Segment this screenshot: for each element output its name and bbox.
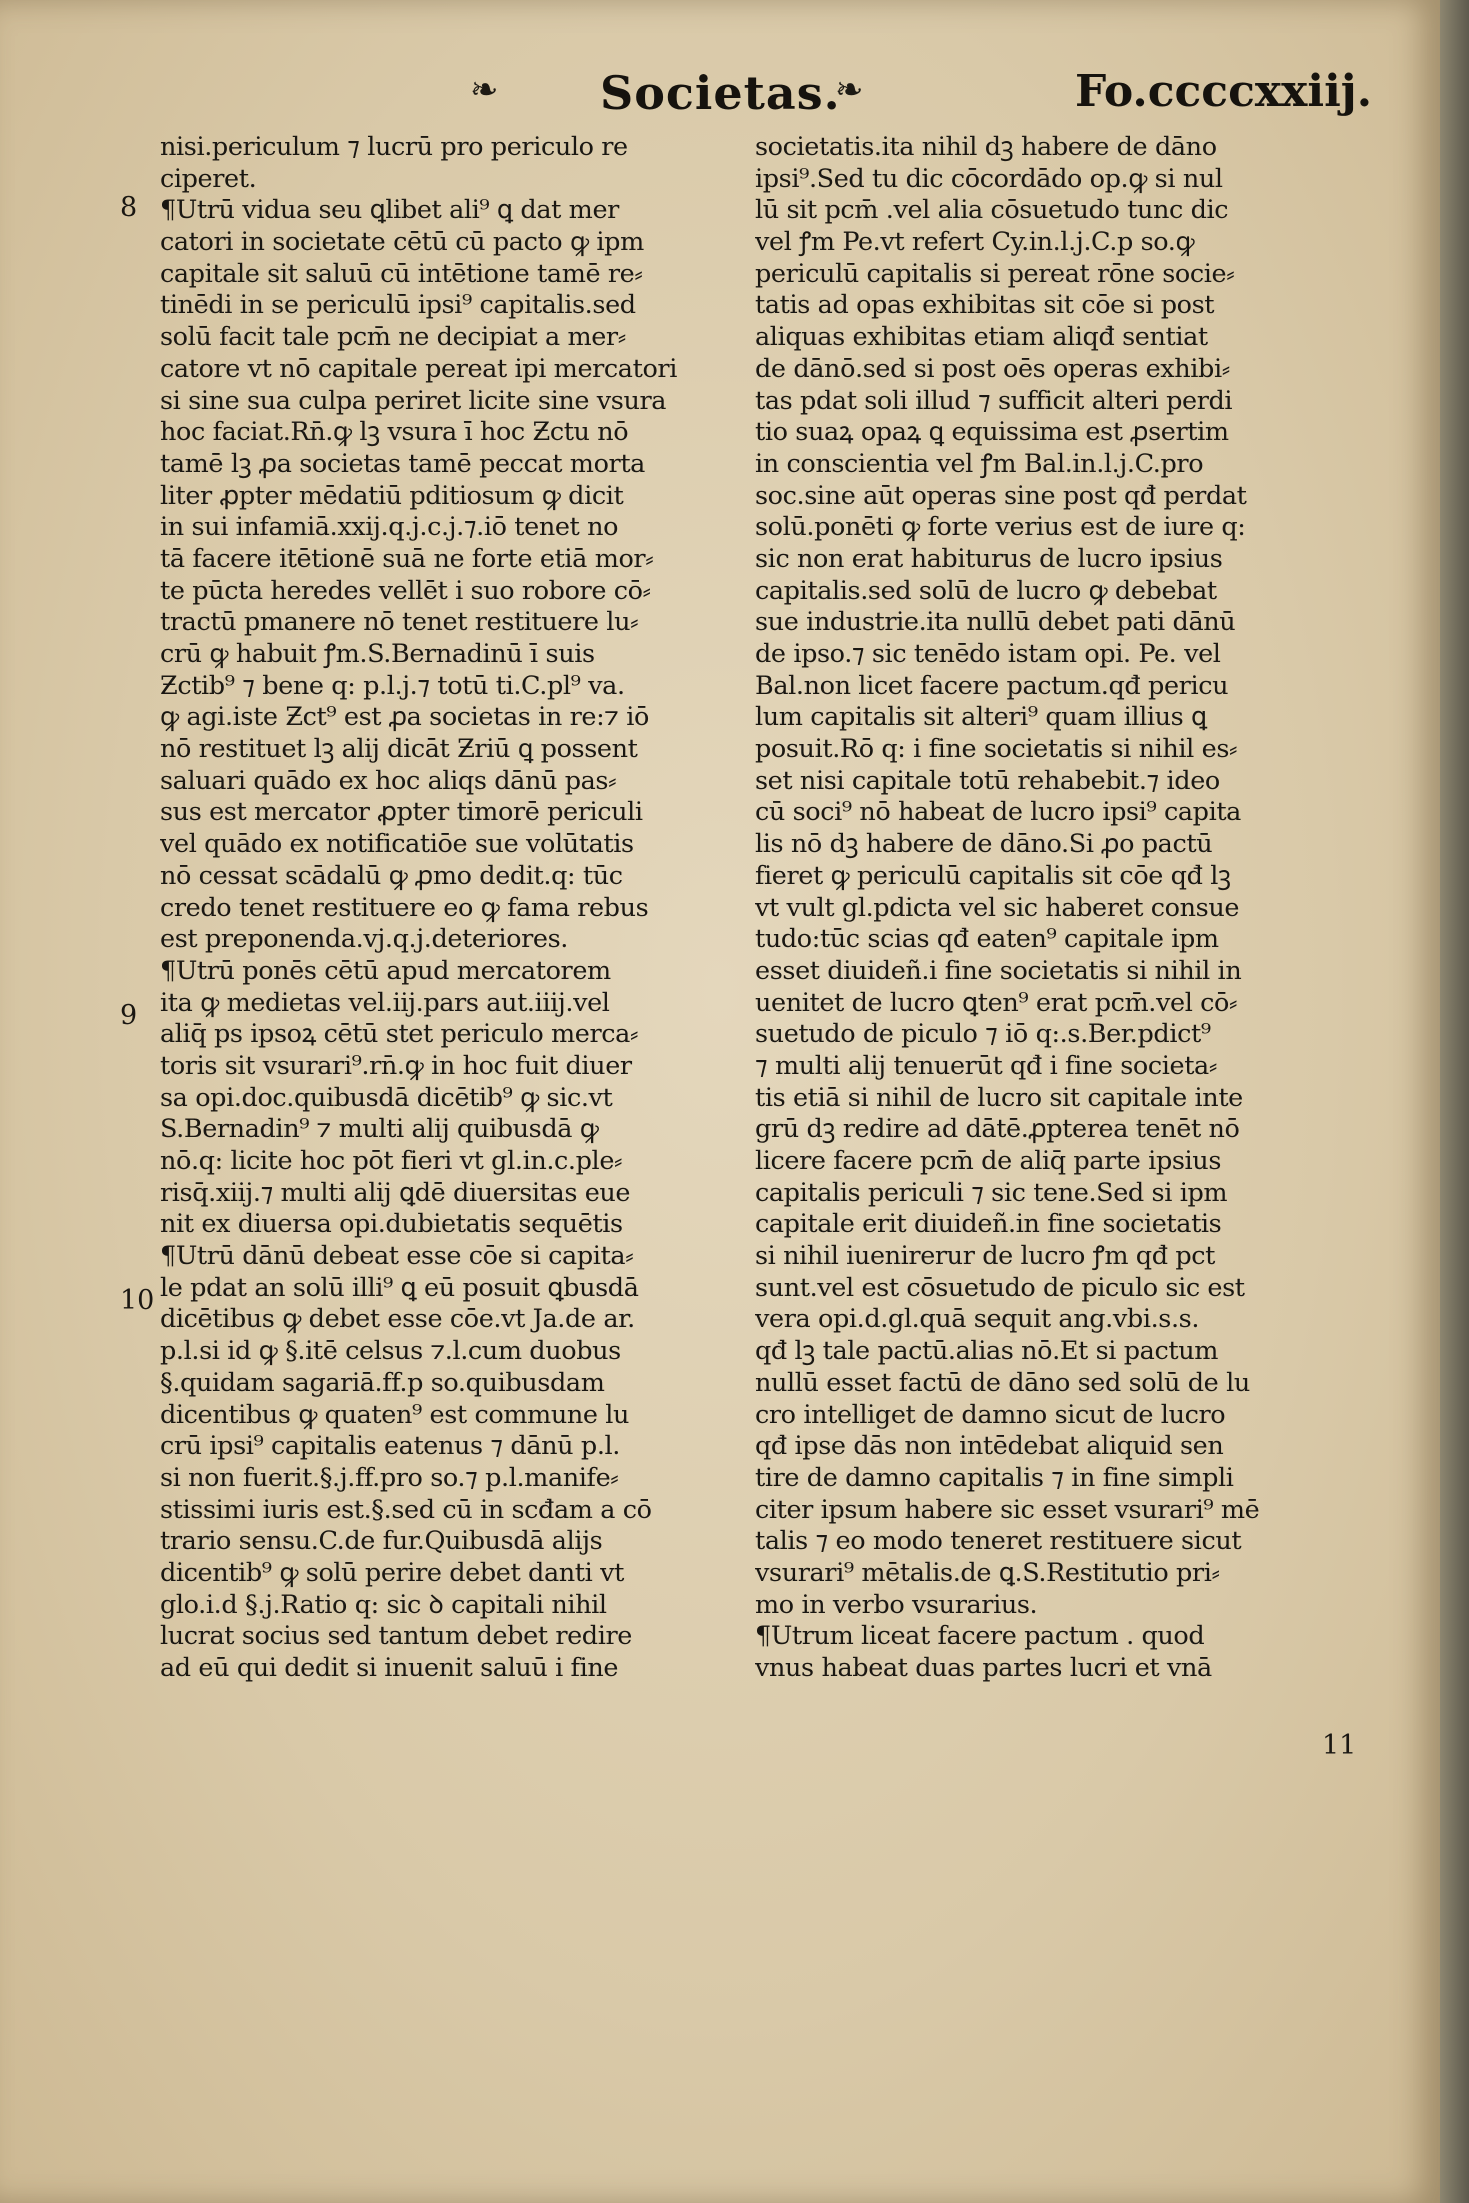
text-line: vnus habeat duas partes lucri et vnā	[755, 1653, 1212, 1683]
text-line: dicentibus ꝙ quaten⁹ est commune lu	[160, 1399, 630, 1430]
text-line: nit ex diuersa opi.dubietatis sequētis	[160, 1209, 623, 1240]
text-line: societatis.ita nihil dꝫ habere de dāno	[755, 132, 1217, 162]
text-line: cū soci⁹ nō habeat de lucro ipsi⁹ capita	[755, 797, 1241, 828]
text-line: sic non erat habiturus de lucro ipsius	[755, 543, 1223, 574]
text-line: posuit.Rō q: i fine societatis si nihil es⸗	[755, 734, 1238, 765]
margin-number: 11	[1322, 1730, 1357, 1761]
text-line: si nihil iuenirerur de lucro ꝭm qđ pct	[755, 1241, 1216, 1272]
text-line: qđ ipse dās non intēdebat aliquid sen	[755, 1431, 1224, 1462]
text-line: hoc faciat.Rn̄.ꝙ lꝫ vsura ī hoc Ƶctu nō	[160, 417, 629, 448]
text-line: ⁊ multi alij tenuerūt qđ i fine societa⸗	[755, 1050, 1217, 1081]
text-line: nisi.periculum ⁊ lucrū pro periculo re	[160, 132, 628, 162]
text-line: catore vt nō capitale pereat ipi mercatori	[160, 353, 677, 384]
fleuron-ornament-icon: ❧	[835, 70, 864, 110]
text-line: dicentib⁹ ꝙ solū perire debet danti vt	[160, 1557, 624, 1588]
text-line: le pdat an solū illi⁹ ꝗ eū posuit ꝗbusdā	[160, 1272, 639, 1303]
text-line: aliquas exhibitas etiam aliqđ sentiat	[755, 322, 1208, 353]
text-line: uenitet de lucro ꝗten⁹ erat pcm̄.vel cō⸗	[755, 987, 1238, 1018]
text-line: capitalis periculi ⁊ sic tene.Sed si ipm	[755, 1177, 1228, 1208]
text-line: catori in societate cētū cū pacto ꝙ ipm	[160, 227, 644, 258]
text-line: ¶Utrū ponēs cētū apud mercatorem	[160, 955, 611, 986]
text-line: sunt.vel est cōsuetudo de piculo sic est	[755, 1272, 1245, 1303]
text-line: lum capitalis sit alteri⁹ quam illius ꝗ	[755, 702, 1207, 733]
text-line: tire de damno capitalis ⁊ in fine simpli	[755, 1462, 1234, 1493]
text-line: aliq̄ ps ipsoꝝ cētū stet periculo merca⸗	[160, 1019, 639, 1050]
text-line: soc.sine aūt operas sine post qđ perdat	[755, 480, 1247, 511]
text-line: qđ lꝫ tale pactū.alias nō.Et si pactum	[755, 1336, 1218, 1367]
text-line: Bal.non licet facere pactum.qđ pericu	[755, 670, 1229, 701]
text-line: ¶Utrū vidua seu ꝗlibet ali⁹ ꝗ dat mer	[160, 195, 619, 226]
text-line: mo in verbo vsurarius.	[755, 1589, 1038, 1620]
text-line: capitale sit saluū cū intētione tamē re⸗	[160, 258, 643, 289]
text-line: vera opi.d.gl.quā sequit ang.vbi.s.s.	[755, 1304, 1200, 1335]
text-line: in conscientia vel ꝭm Bal.in.l.j.C.pro	[755, 448, 1204, 479]
text-line: ad eū qui dedit si inuenit saluū i fine	[160, 1653, 619, 1683]
text-line: sue industrie.ita nullū debet pati dānū	[755, 607, 1236, 638]
text-line: te pūcta heredes vellēt i suo robore cō⸗	[160, 575, 651, 606]
text-line: nō restituet lꝫ alij dicāt Ƶriū ꝗ possent	[160, 734, 638, 765]
text-line: glo.i.d §.j.Ratio q: sic ꝺ capitali nihil	[160, 1589, 607, 1620]
text-line: ita ꝙ medietas vel.iij.pars aut.iiij.vel	[160, 987, 610, 1018]
text-line: tudo:tūc scias qđ eaten⁹ capitale ipm	[755, 924, 1219, 955]
margin-number: 10	[120, 1285, 155, 1316]
text-line: nō.q: licite hoc pōt fieri vt gl.in.c.ple⸗	[160, 1146, 623, 1176]
text-line: vel ꝭm Pe.vt refert Cy.in.l.j.C.p so.ꝙ	[755, 227, 1195, 258]
fleuron-ornament-icon: ❧	[470, 70, 499, 110]
text-line: toris sit vsurari⁹.rn̄.ꝙ in hoc fuit diuer	[160, 1050, 632, 1081]
text-line: fieret ꝙ periculū capitalis sit cōe qđ lꝫ	[755, 860, 1231, 891]
text-line: crū ꝙ habuit ꝭm.S.Bernadinū ī suis	[160, 639, 595, 669]
text-line: vsurari⁹ mētalis.de ꝗ.S.Restitutio pri⸗	[755, 1557, 1220, 1588]
text-line: est preponenda.vj.q.j.deteriores.	[160, 924, 568, 955]
text-line: crū ipsi⁹ capitalis eatenus ⁊ dānū p.l.	[160, 1431, 620, 1462]
text-line: solū facit tale pcm̄ ne decipiat a mer⸗	[160, 322, 626, 353]
text-line: ipsi⁹.Sed tu dic cōcordādo op.ꝙ si nul	[755, 163, 1223, 194]
text-line: lis nō dꝫ habere de dāno.Si ꝓo pactū	[755, 829, 1213, 860]
text-line: trario sensu.C.de fur.Quibusdā alijs	[160, 1526, 603, 1557]
text-line: tis etiā si nihil de lucro sit capitale inte	[755, 1082, 1243, 1113]
text-line: grū dꝫ redire ad dātē.ꝓpterea tenēt nō	[755, 1114, 1240, 1145]
text-line: de dānō.sed si post oēs operas exhibi⸗	[755, 353, 1230, 384]
right-text-column	[755, 132, 1335, 1685]
text-line: tio suaꝝ opaꝝ ꝗ equissima est ꝓsertim	[755, 417, 1229, 448]
text-line: S.Bernadin⁹ ⁊ multi alij quibusdā ꝙ	[160, 1114, 599, 1145]
text-line: periculū capitalis si pereat rōne socie⸗	[755, 258, 1235, 289]
text-line: ¶Utrū dānū debeat esse cōe si capita⸗	[160, 1241, 634, 1272]
text-line: tatis ad opas exhibitas sit cōe si post	[755, 290, 1215, 321]
text-line: esset diuideñ.i fine societatis si nihil in	[755, 955, 1242, 986]
text-line: lucrat socius sed tantum debet redire	[160, 1621, 632, 1652]
text-line: suetudo de piculo ⁊ iō q:.s.Ber.pdict⁹	[755, 1019, 1211, 1050]
text-line: vt vult gl.pdicta vel sic haberet consue	[755, 892, 1240, 923]
text-line: vel quādo ex notificatiōe sue volūtatis	[160, 829, 634, 860]
text-line: Ƶctib⁹ ⁊ bene q: p.l.j.⁊ totū ti.C.pl⁹ va.	[160, 670, 625, 701]
text-line: ¶Utrum liceat facere pactum . quod	[755, 1621, 1205, 1652]
text-line: tā facere itētionē suā ne forte etiā mor⸗	[160, 543, 654, 574]
text-line: citer ipsum habere sic esset vsurari⁹ mē	[755, 1494, 1260, 1525]
running-title: Societas.	[600, 66, 841, 120]
text-line: saluari quādo ex hoc aliqs dānū pas⸗	[160, 765, 617, 796]
margin-number: 8	[120, 192, 138, 223]
text-line: lū sit pcm̄ .vel alia cōsuetudo tunc dic	[755, 195, 1229, 226]
text-line: in sui infamiā.xxij.q.j.c.j.⁊.iō tenet no	[160, 512, 619, 543]
text-line: p.l.si id ꝙ §.itē celsus ⁊.l.cum duobus	[160, 1336, 621, 1367]
text-line: nullū esset factū de dāno sed solū de lu	[755, 1367, 1250, 1398]
text-line: tamē lꝫ ꝓa societas tamē peccat morta	[160, 448, 645, 479]
text-line: licere facere pcm̄ de aliq̄ parte ipsius	[755, 1146, 1222, 1176]
page-header	[0, 66, 1440, 136]
text-line: §.quidam sagariā.ff.p so.quibusdam	[160, 1367, 605, 1398]
text-line: capitale erit diuideñ.in fine societatis	[755, 1209, 1222, 1240]
page-edge	[1440, 0, 1469, 2203]
text-line: risq̄.xiij.⁊ multi alij ꝗdē diuersitas eue	[160, 1177, 631, 1208]
text-line: sa opi.doc.quibusdā dicētib⁹ ꝙ sic.vt	[160, 1082, 613, 1113]
text-line: liter ꝓpter mēdatiū pditiosum ꝙ dicit	[160, 480, 624, 511]
margin-number: 9	[120, 1000, 138, 1031]
text-line: capitalis.sed solū de lucro ꝙ debebat	[755, 575, 1217, 606]
text-line: si non fuerit.§.j.ff.pro so.⁊ p.l.manife⸗	[160, 1462, 619, 1493]
text-line: tas pdat soli illud ⁊ sufficit alteri perdi	[755, 385, 1233, 416]
text-line: cro intelliget de damno sicut de lucro	[755, 1399, 1226, 1430]
text-line: solū.ponēti ꝙ forte verius est de iure q:	[755, 512, 1246, 543]
text-line: sus est mercator ꝓpter timorē periculi	[160, 797, 643, 828]
text-line: de ipso.⁊ sic tenēdo istam opi. Pe. vel	[755, 639, 1221, 669]
text-line: credo tenet restituere eo ꝙ fama rebus	[160, 892, 649, 923]
text-line: tractū pmanere nō tenet restituere lu⸗	[160, 607, 639, 638]
text-line: ciperet.	[160, 163, 257, 194]
folio-number: Fo.ccccxxiij.	[1075, 66, 1373, 117]
text-line: nō cessat scādalū ꝙ ꝓmo dedit.q: tūc	[160, 860, 623, 891]
text-line: dicētibus ꝙ debet esse cōe.vt Ja.de ar.	[160, 1304, 635, 1335]
text-line: stissimi iuris est.§.sed cū in scđam a cō	[160, 1494, 652, 1525]
left-text-column	[160, 132, 735, 1685]
text-line: set nisi capitale totū rehabebit.⁊ ideo	[755, 765, 1220, 796]
text-line: ꝙ agi.iste Ƶct⁹ est ꝓa societas in re:⁊ iō	[160, 702, 649, 733]
text-line: tinēdi in se periculū ipsi⁹ capitalis.sed	[160, 290, 636, 321]
text-line: talis ⁊ eo modo teneret restituere sicut	[755, 1526, 1242, 1557]
text-line: si sine sua culpa periret licite sine vsura	[160, 385, 667, 416]
